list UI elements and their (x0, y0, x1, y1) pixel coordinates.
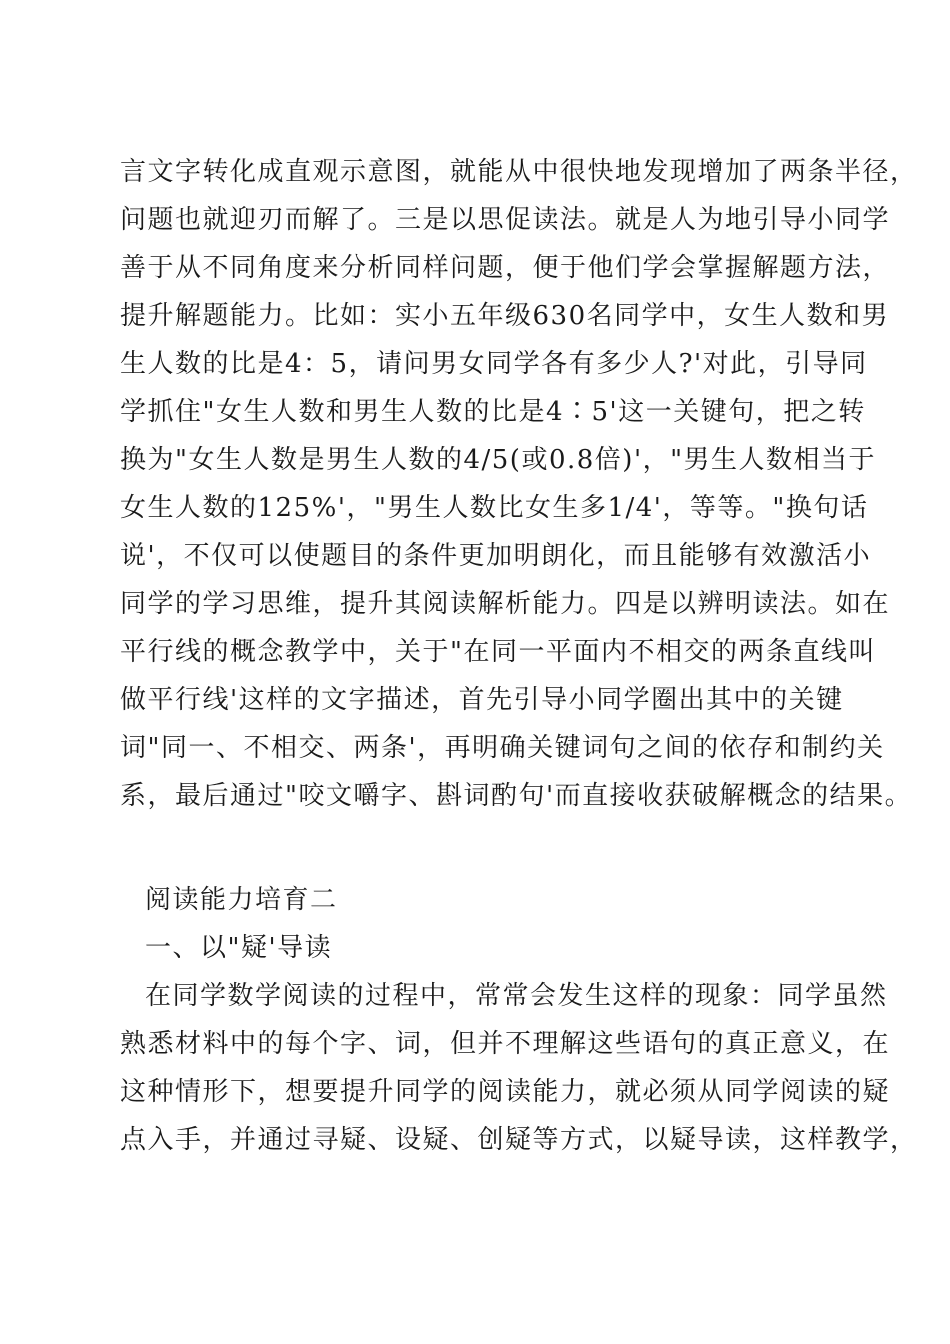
paragraph-line: 生人数的比是4：5，请问男女同学各有多少人?'对此，引导同 (120, 349, 868, 379)
paragraph-line: 提升解题能力。比如：实小五年级630名同学中，女生人数和男 (120, 301, 890, 331)
paragraph-line: 点入手，并通过寻疑、设疑、创疑等方式，以疑导读，这样教学， (120, 1125, 918, 1155)
paragraph-line: 做平行线'这样的文字描述，首先引导小同学圈出其中的关键 (120, 685, 844, 715)
paragraph-line: 同学的学习思维，提升其阅读解析能力。四是以辨明读法。如在 (120, 589, 891, 619)
paragraph-line: 熟悉材料中的每个字、词，但并不理解这些语句的真正意义，在 (120, 1029, 891, 1059)
paragraph-line: 系，最后通过"咬文嚼字、斟词酌句'而直接收获破解概念的结果。 (120, 781, 913, 811)
paragraph-line: 说'，不仅可以使题目的条件更加明朗化，而且能够有效激活小 (120, 541, 872, 571)
section-title: 阅读能力培育二 (145, 885, 338, 915)
paragraph-line: 在同学数学阅读的过程中，常常会发生这样的现象：同学虽然 (145, 981, 888, 1011)
paragraph-line: 平行线的概念教学中，关于"在同一平面内不相交的两条直线叫 (120, 637, 876, 667)
paragraph-line: 女生人数的125%'，"男生人数比女生多1/4'，等等。"换句话 (120, 493, 869, 523)
paragraph-line: 问题也就迎刃而解了。三是以思促读法。就是人为地引导小同学 (120, 205, 891, 235)
paragraph-line: 词"同一、不相交、两条'，再明确关键词句之间的依存和制约关 (120, 733, 885, 763)
paragraph-line: 换为"女生人数是男生人数的4/5(或0.8倍)'，"男生人数相当于 (120, 445, 877, 475)
subsection-title: 一、以"疑'导读 (145, 933, 333, 963)
paragraph-line: 善于从不同角度来分析同样问题，便于他们学会掌握解题方法， (120, 253, 891, 283)
paragraph-line: 这种情形下，想要提升同学的阅读能力，就必须从同学阅读的疑 (120, 1077, 891, 1107)
paragraph-line: 言文字转化成直观示意图，就能从中很快地发现增加了两条半径， (120, 157, 918, 187)
paragraph-line: 学抓住"女生人数和男生人数的比是4∶5'这一关键句，把之转 (120, 397, 866, 427)
